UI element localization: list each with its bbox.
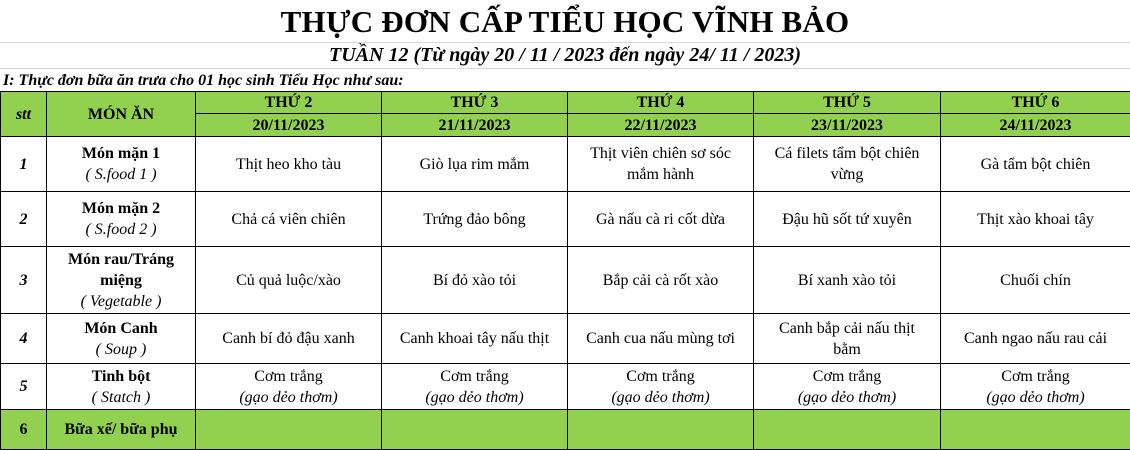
menu-item: Bí đỏ xào tỏi — [382, 247, 568, 314]
section-heading: I: Thực đơn bữa ăn trưa cho 01 học sinh Tiểu Học như sau: — [3, 72, 404, 89]
dish-category: Bữa xế/ bữa phụ — [47, 410, 196, 450]
menu-item: Bí xanh xào tỏi — [754, 247, 941, 314]
row-number: 5 — [1, 364, 47, 410]
day-date: 24/11/2023 — [941, 114, 1130, 137]
day-date: 23/11/2023 — [754, 114, 941, 137]
menu-item — [196, 364, 382, 410]
menu-item-detail: (gạo dẻo thơm) — [611, 388, 710, 406]
day-name: THỨ 2 — [196, 92, 382, 114]
menu-item — [196, 410, 382, 450]
menu-item — [941, 364, 1130, 410]
table-row — [1, 410, 1130, 450]
dish-category-cell — [47, 247, 196, 314]
dish-header: MÓN ĂN — [47, 92, 196, 137]
menu-item: Canh khoai tây nấu thịt — [382, 314, 568, 364]
menu-item-detail: (gạo dẻo thơm) — [797, 388, 897, 406]
menu-item-detail: (gạo dẻo thơm) — [425, 388, 524, 406]
menu-item: Canh bắp cải nấu thịt bằm — [754, 314, 941, 364]
day-date: 22/11/2023 — [568, 114, 754, 137]
menu-item: Thịt heo kho tàu — [196, 137, 382, 192]
menu-item: Chuối chín — [941, 247, 1130, 314]
day-name: THỨ 4 — [568, 92, 754, 114]
row-number: 1 — [1, 137, 47, 192]
menu-item: Củ quả luộc/xào — [196, 247, 382, 314]
menu-item: Thịt viên chiên sơ sóc mắm hành — [568, 137, 754, 192]
table-row — [1, 192, 1130, 247]
day-date: 21/11/2023 — [382, 114, 568, 137]
table-row — [1, 364, 1130, 410]
table-row — [1, 247, 1130, 314]
menu-item: Canh cua nấu mùng tơi — [568, 314, 754, 364]
dish-category-cell — [47, 192, 196, 247]
dish-category-en: ( S.food 2 ) — [85, 221, 157, 238]
menu-item — [754, 364, 941, 410]
menu-item: Gà nấu cà ri cốt dừa — [568, 192, 754, 247]
dish-category-cell — [47, 137, 196, 192]
menu-item-main: Cơm trắng — [440, 367, 509, 385]
row-number: 3 — [1, 247, 47, 314]
dish-category: Món rau/Tráng miệng — [68, 250, 174, 289]
menu-item-main: Cơm trắng — [626, 367, 695, 385]
dish-category-cell — [47, 314, 196, 364]
stt-header: stt — [1, 92, 47, 137]
dish-category-cell — [47, 364, 196, 410]
menu-table — [0, 91, 1130, 450]
menu-item-main: Cơm trắng — [254, 367, 323, 385]
menu-item-detail: (gạo dẻo thơm) — [986, 388, 1085, 406]
menu-item — [941, 410, 1130, 450]
menu-item — [382, 364, 568, 410]
menu-item-main: Cơm trắng — [812, 367, 882, 385]
menu-item — [568, 410, 754, 450]
dish-category: Món Canh — [84, 319, 158, 337]
menu-item-detail: (gạo dẻo thơm) — [239, 388, 338, 406]
menu-item: Giò lụa rim mắm — [382, 137, 568, 192]
row-number: 4 — [1, 314, 47, 364]
menu-item — [568, 364, 754, 410]
menu-item: Canh ngao nấu rau cải — [941, 314, 1130, 364]
menu-item: Chả cá viên chiên — [196, 192, 382, 247]
menu-item-main: Cơm trắng — [1001, 367, 1070, 385]
menu-item: Trứng đảo bông — [382, 192, 568, 247]
dish-category: Món mặn 2 — [81, 200, 161, 217]
dish-category-en: ( Statch ) — [91, 388, 151, 406]
menu-item: Cá filets tẩm bột chiên vừng — [754, 137, 941, 192]
day-date: 20/11/2023 — [196, 114, 382, 137]
day-name: THỨ 6 — [941, 92, 1130, 114]
menu-item: Đậu hũ sốt tứ xuyên — [754, 192, 941, 247]
menu-item — [382, 410, 568, 450]
dish-category-en: ( Soup ) — [95, 340, 147, 358]
dish-category: Món mặn 1 — [81, 145, 161, 162]
dish-category: Tinh bột — [91, 367, 151, 385]
dish-category-en: ( Vegetable ) — [80, 292, 162, 310]
day-name: THỨ 5 — [754, 92, 941, 114]
row-number: 2 — [1, 192, 47, 247]
day-name: THỨ 3 — [382, 92, 568, 114]
page-title: THỰC ĐƠN CẤP TIỂU HỌC VĨNH BẢO — [280, 4, 850, 39]
table-row — [1, 137, 1130, 192]
row-number: 6 — [1, 410, 47, 450]
menu-item — [754, 410, 941, 450]
dish-category-en: ( S.food 1 ) — [85, 166, 157, 183]
menu-item: Canh bí đỏ đậu xanh — [196, 314, 382, 364]
week-subtitle: TUẦN 12 (Từ ngày 20 / 11 / 2023 đến ngày 24/ 11 / 2023) — [329, 44, 801, 66]
menu-item: Thịt xào khoai tây — [941, 192, 1130, 247]
menu-item: Bắp cải cà rốt xào — [568, 247, 754, 314]
table-row — [1, 314, 1130, 364]
menu-item: Gà tẩm bột chiên — [941, 137, 1130, 192]
